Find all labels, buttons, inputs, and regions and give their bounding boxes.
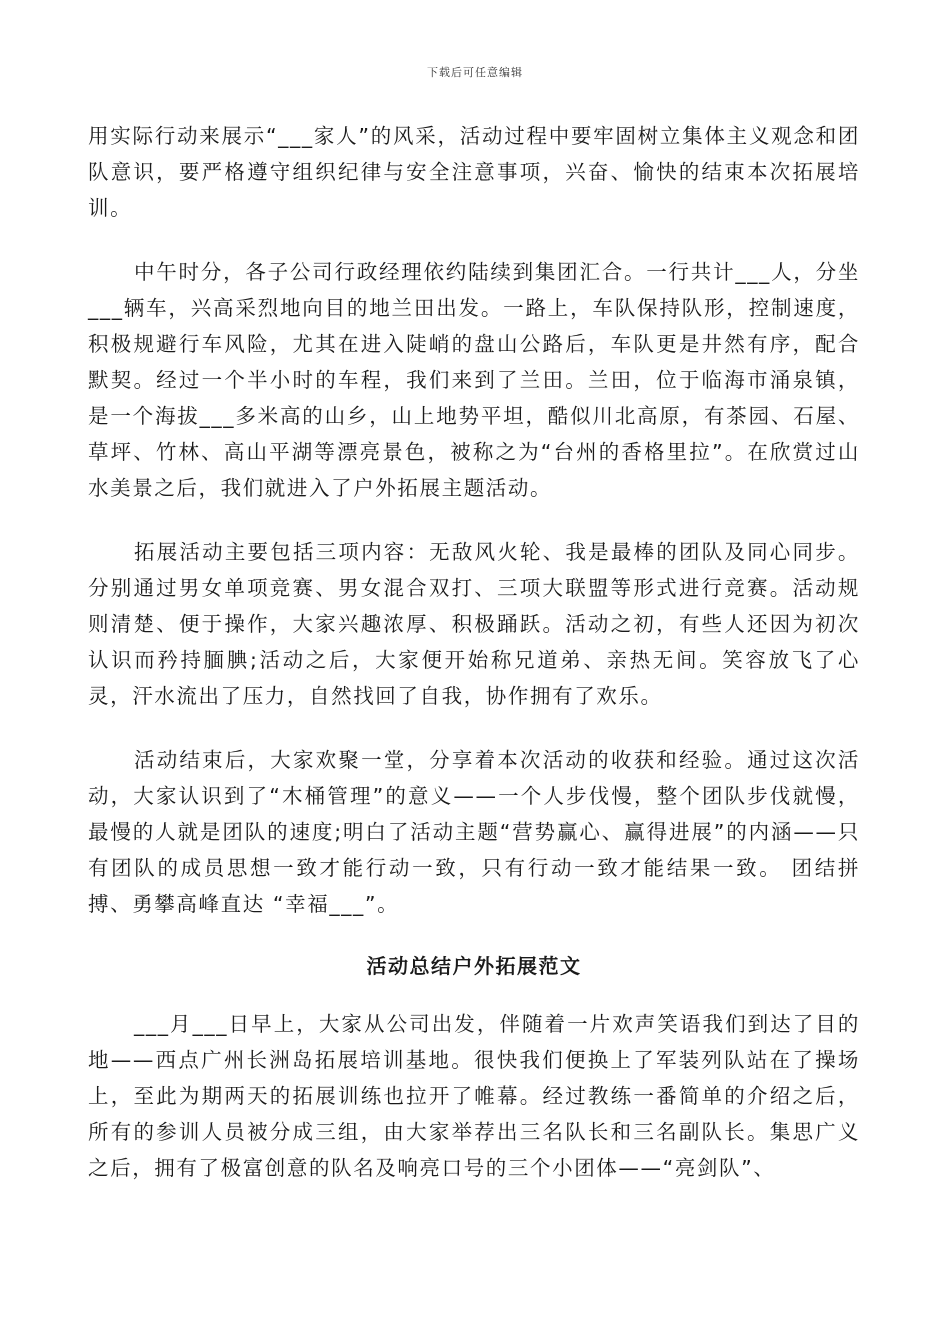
paragraph-activities: 拓展活动主要包括三项内容：无敌风火轮、我是最棒的团队及同心同步。分别通过男女单项竞赛、男女混合双打、三项大联盟等形式进行竞赛。活动规则清楚、便于操作，大家兴趣浓厚、积极踊跃。活动之初，有些人还因为初次认识而矜持腼腆;活动之后，大家便开始称兄道弟、亲热无间。笑容放飞了心灵，汗水流出了压力，自然找回了自我，协作拥有了欢乐。 [88,540,860,708]
header-note: 下载后可任意编辑 [427,66,523,79]
section-title: 活动总结户外拓展范文 [366,954,582,978]
paragraph-trip: 中午时分，各子公司行政经理依约陆续到集团汇合。一行共计___人，分坐___辆车，兴高采烈地向目的地兰田出发。一路上，车队保持队形，控制速度，积极规避行车风险，尤其在进入陡峭的盘山公路后，车队更是井然有序，配合默契。经过一个半小时的车程，我们来到了兰田。兰田，位于临海市涌泉镇，是一个海拔___多米高的山乡，山上地势平坦，酷似川北高原，有茶园、石屋、草坪、竹林、高山平湖等漂亮景色，被称之为“台州的香格里拉”。在欣赏过山水美景之后，我们就进入了户外拓展主题活动。 [88,260,860,500]
document-body [88,118,860,1186]
paragraph-summary: 活动结束后，大家欢聚一堂，分享着本次活动的收获和经验。通过这次活动，大家认识到了“木桶管理”的意义——一个人步伐慢，整个团队步伐就慢，最慢的人就是团队的速度;明白了活动主题“营势赢心、赢得进展”的内涵——只有团队的成员思想一致才能行动一致，只有行动一致才能结果一致。 团结拼搏、勇攀高峰直达 “幸福___”。 [88,748,860,916]
paragraph-continuation: 用实际行动来展示“___家人”的风采，活动过程中要牢固树立集体主义观念和团队意识，要严格遵守组织纪律与安全注意事项，兴奋、愉快的结束本次拓展培训。 [88,124,860,220]
paragraph-new-section: ___月___日早上，大家从公司出发，伴随着一片欢声笑语我们到达了目的地——西点广州长洲岛拓展培训基地。很快我们便换上了军装列队站在了操场上，至此为期两天的拓展训练也拉开了帷幕。经过教练一番简单的介绍之后，所有的参训人员被分成三组，由大家举荐出三名队长和三名副队长。集思广义之后，拥有了极富创意的队名及响亮口号的三个小团体——“亮剑队”、 [88,1012,860,1180]
